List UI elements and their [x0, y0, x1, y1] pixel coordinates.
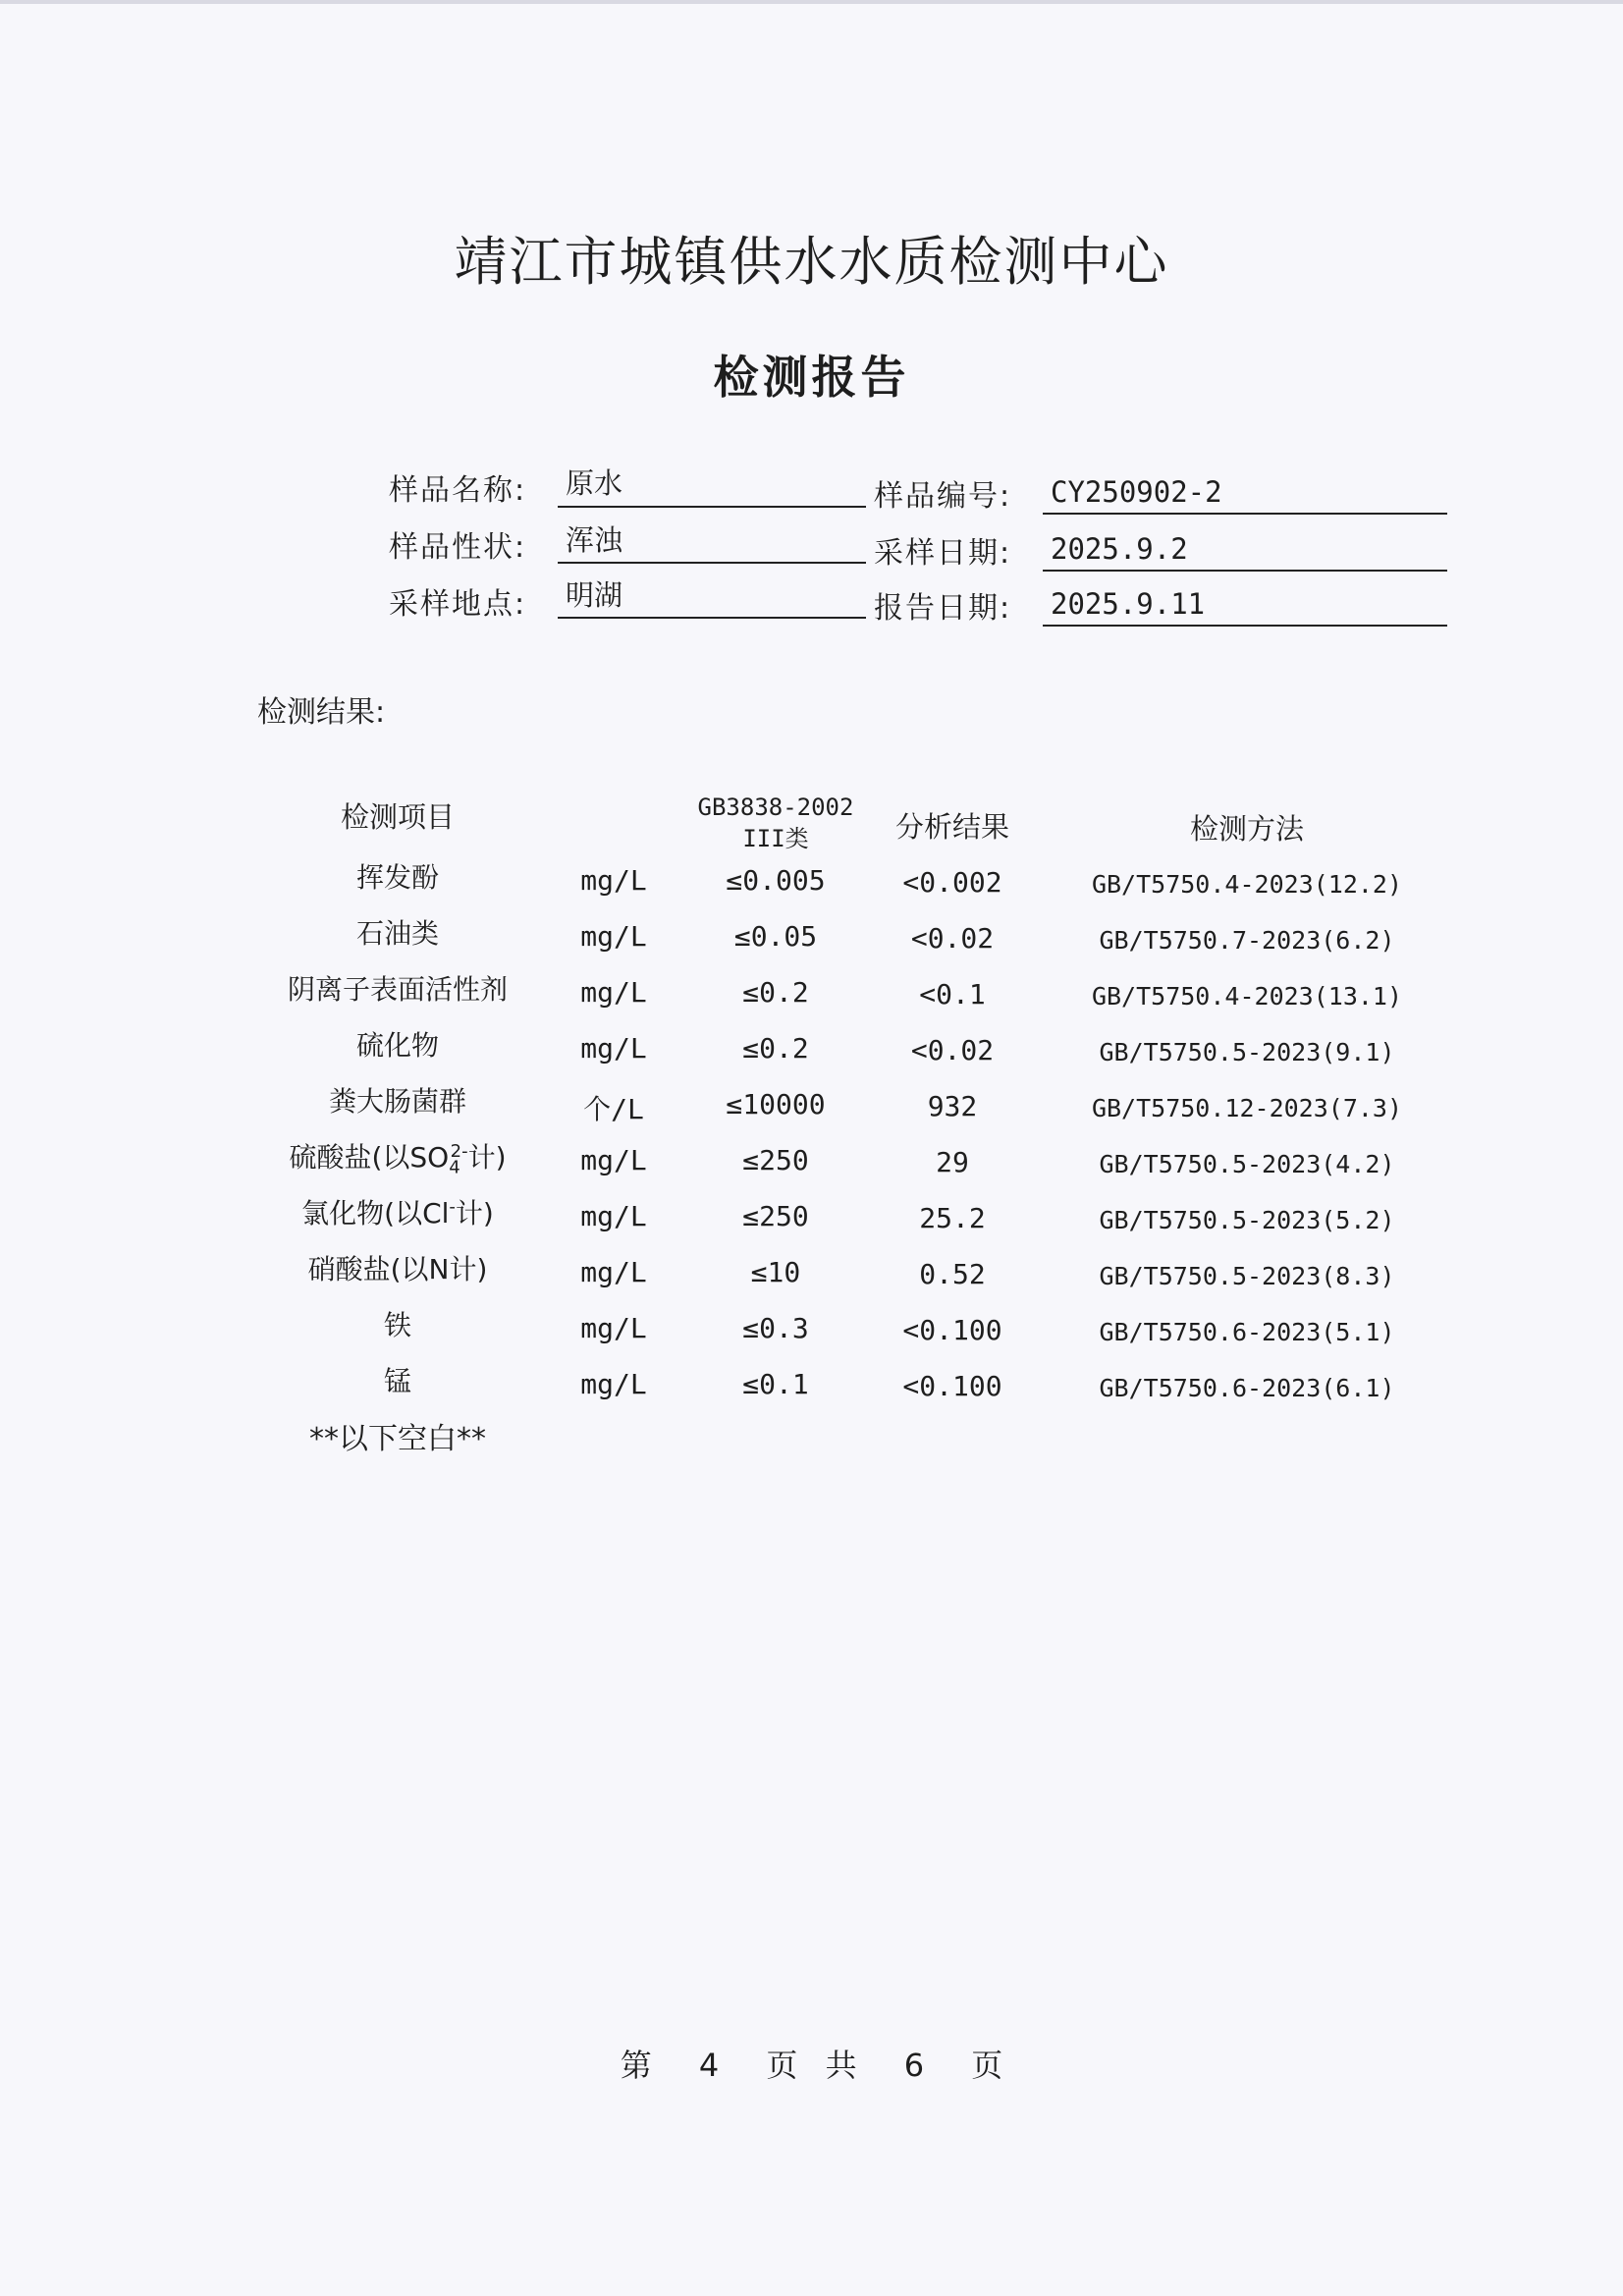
results-label: 检测结果: [257, 695, 386, 730]
row-standard: ≤10 [750, 1256, 801, 1288]
sample-no-value: CY250902-2 [1051, 475, 1222, 509]
sample-no-underline [1043, 513, 1447, 515]
sampling-date-value: 2025.9.2 [1051, 532, 1188, 566]
row-unit: mg/L [580, 1032, 647, 1065]
row-standard: ≤0.005 [726, 864, 826, 897]
row-item: 挥发酚 [355, 861, 439, 894]
row-item-tail: 计) [455, 1197, 494, 1230]
header-method: 检测方法 [1189, 812, 1304, 846]
row-item-main: 硫酸盐(以SO [289, 1141, 450, 1174]
row-result: 932 [927, 1090, 978, 1122]
row-standard: ≤10000 [726, 1088, 826, 1121]
row-result: <0.02 [910, 1034, 995, 1066]
sample-name-underline [558, 506, 866, 508]
row-result: 0.52 [919, 1258, 986, 1290]
sample-no-label: 样品编号: [874, 479, 1012, 514]
row-method: GB/T5750.5-2023(5.2) [1099, 1206, 1395, 1234]
report-date-value: 2025.9.11 [1051, 587, 1206, 621]
row-item [236, 1136, 560, 1178]
sample-state-label: 样品性状: [389, 530, 527, 565]
row-unit: mg/L [580, 976, 647, 1009]
row-standard: ≤0.2 [742, 1032, 809, 1065]
row-method: GB/T5750.6-2023(5.1) [1099, 1318, 1395, 1346]
sample-state-underline [558, 562, 866, 564]
row-method: GB/T5750.5-2023(8.3) [1099, 1262, 1395, 1290]
header-item: 检测项目 [340, 800, 455, 834]
row-item: 锰 [383, 1365, 411, 1397]
report-title: 检测报告 [713, 351, 910, 404]
row-result: 29 [936, 1146, 969, 1178]
header-standard-line2: III类 [742, 825, 809, 852]
blank-below-note: **以下空白** [309, 1422, 486, 1456]
row-unit: mg/L [580, 1200, 647, 1232]
row-result: <0.1 [919, 978, 986, 1011]
row-method: GB/T5750.4-2023(12.2) [1091, 870, 1403, 899]
row-standard: ≤0.1 [742, 1368, 809, 1400]
page-footer [0, 2041, 1623, 2086]
row-standard: ≤0.05 [733, 920, 818, 953]
header-standard-line1: GB3838-2002 [697, 793, 854, 821]
page-current: 4 [698, 2047, 720, 2084]
row-method: GB/T5750.4-2023(13.1) [1091, 982, 1403, 1011]
header-standard [677, 792, 874, 854]
row-item: 硝酸盐(以N计) [307, 1253, 488, 1285]
row-item: 石油类 [355, 917, 439, 950]
page-prefix: 第 [620, 2047, 652, 2084]
row-result: <0.02 [910, 922, 995, 955]
sampling-site-underline [558, 617, 866, 619]
row-unit: mg/L [580, 1368, 647, 1400]
row-unit: mg/L [580, 1144, 647, 1176]
sample-state-value: 浑浊 [566, 523, 623, 557]
row-method: GB/T5750.6-2023(6.1) [1099, 1374, 1395, 1402]
row-unit: mg/L [580, 1256, 647, 1288]
sample-name-label: 样品名称: [389, 473, 527, 508]
row-item: 阴离子表面活性剂 [287, 973, 508, 1006]
sampling-site-label: 采样地点: [389, 587, 527, 622]
row-item-tail: 计) [467, 1141, 507, 1174]
sampling-site-value: 明湖 [566, 578, 623, 612]
row-method: GB/T5750.7-2023(6.2) [1099, 926, 1395, 955]
row-item: 硫化物 [355, 1029, 439, 1062]
row-item-superscript: - [449, 1196, 456, 1218]
row-method: GB/T5750.12-2023(7.3) [1091, 1094, 1403, 1122]
row-standard: ≤250 [742, 1200, 809, 1232]
row-item [236, 1192, 560, 1231]
page-mid: 页 共 [766, 2047, 857, 2084]
organization-title: 靖江市城镇供水水质检测中心 [454, 231, 1169, 293]
report-date-label: 报告日期: [874, 591, 1012, 626]
row-unit: 个/L [583, 1093, 644, 1125]
row-result: <0.002 [902, 866, 1002, 899]
page-total: 6 [903, 2047, 925, 2084]
row-result: <0.100 [902, 1314, 1002, 1346]
row-item-subscript: 4 [449, 1157, 460, 1178]
sampling-date-underline [1043, 570, 1447, 572]
page-top-edge [0, 0, 1623, 4]
row-method: GB/T5750.5-2023(4.2) [1099, 1150, 1395, 1178]
row-method: GB/T5750.5-2023(9.1) [1099, 1038, 1395, 1066]
report-date-underline [1043, 625, 1447, 627]
header-result: 分析结果 [894, 810, 1009, 844]
row-result: <0.100 [902, 1370, 1002, 1402]
row-standard: ≤0.3 [742, 1312, 809, 1344]
row-standard: ≤0.2 [742, 976, 809, 1009]
row-item-main: 氯化物(以Cl [301, 1197, 450, 1230]
row-unit: mg/L [580, 1312, 647, 1344]
row-result: 25.2 [919, 1202, 986, 1234]
row-unit: mg/L [580, 864, 647, 897]
sampling-date-label: 采样日期: [874, 536, 1012, 571]
page-suffix: 页 [971, 2047, 1003, 2084]
row-unit: mg/L [580, 920, 647, 953]
sample-name-value: 原水 [566, 466, 623, 500]
row-item: 粪大肠菌群 [328, 1085, 466, 1118]
row-standard: ≤250 [742, 1144, 809, 1176]
row-item-superscript: 2- [450, 1140, 468, 1162]
row-item: 铁 [383, 1309, 411, 1341]
